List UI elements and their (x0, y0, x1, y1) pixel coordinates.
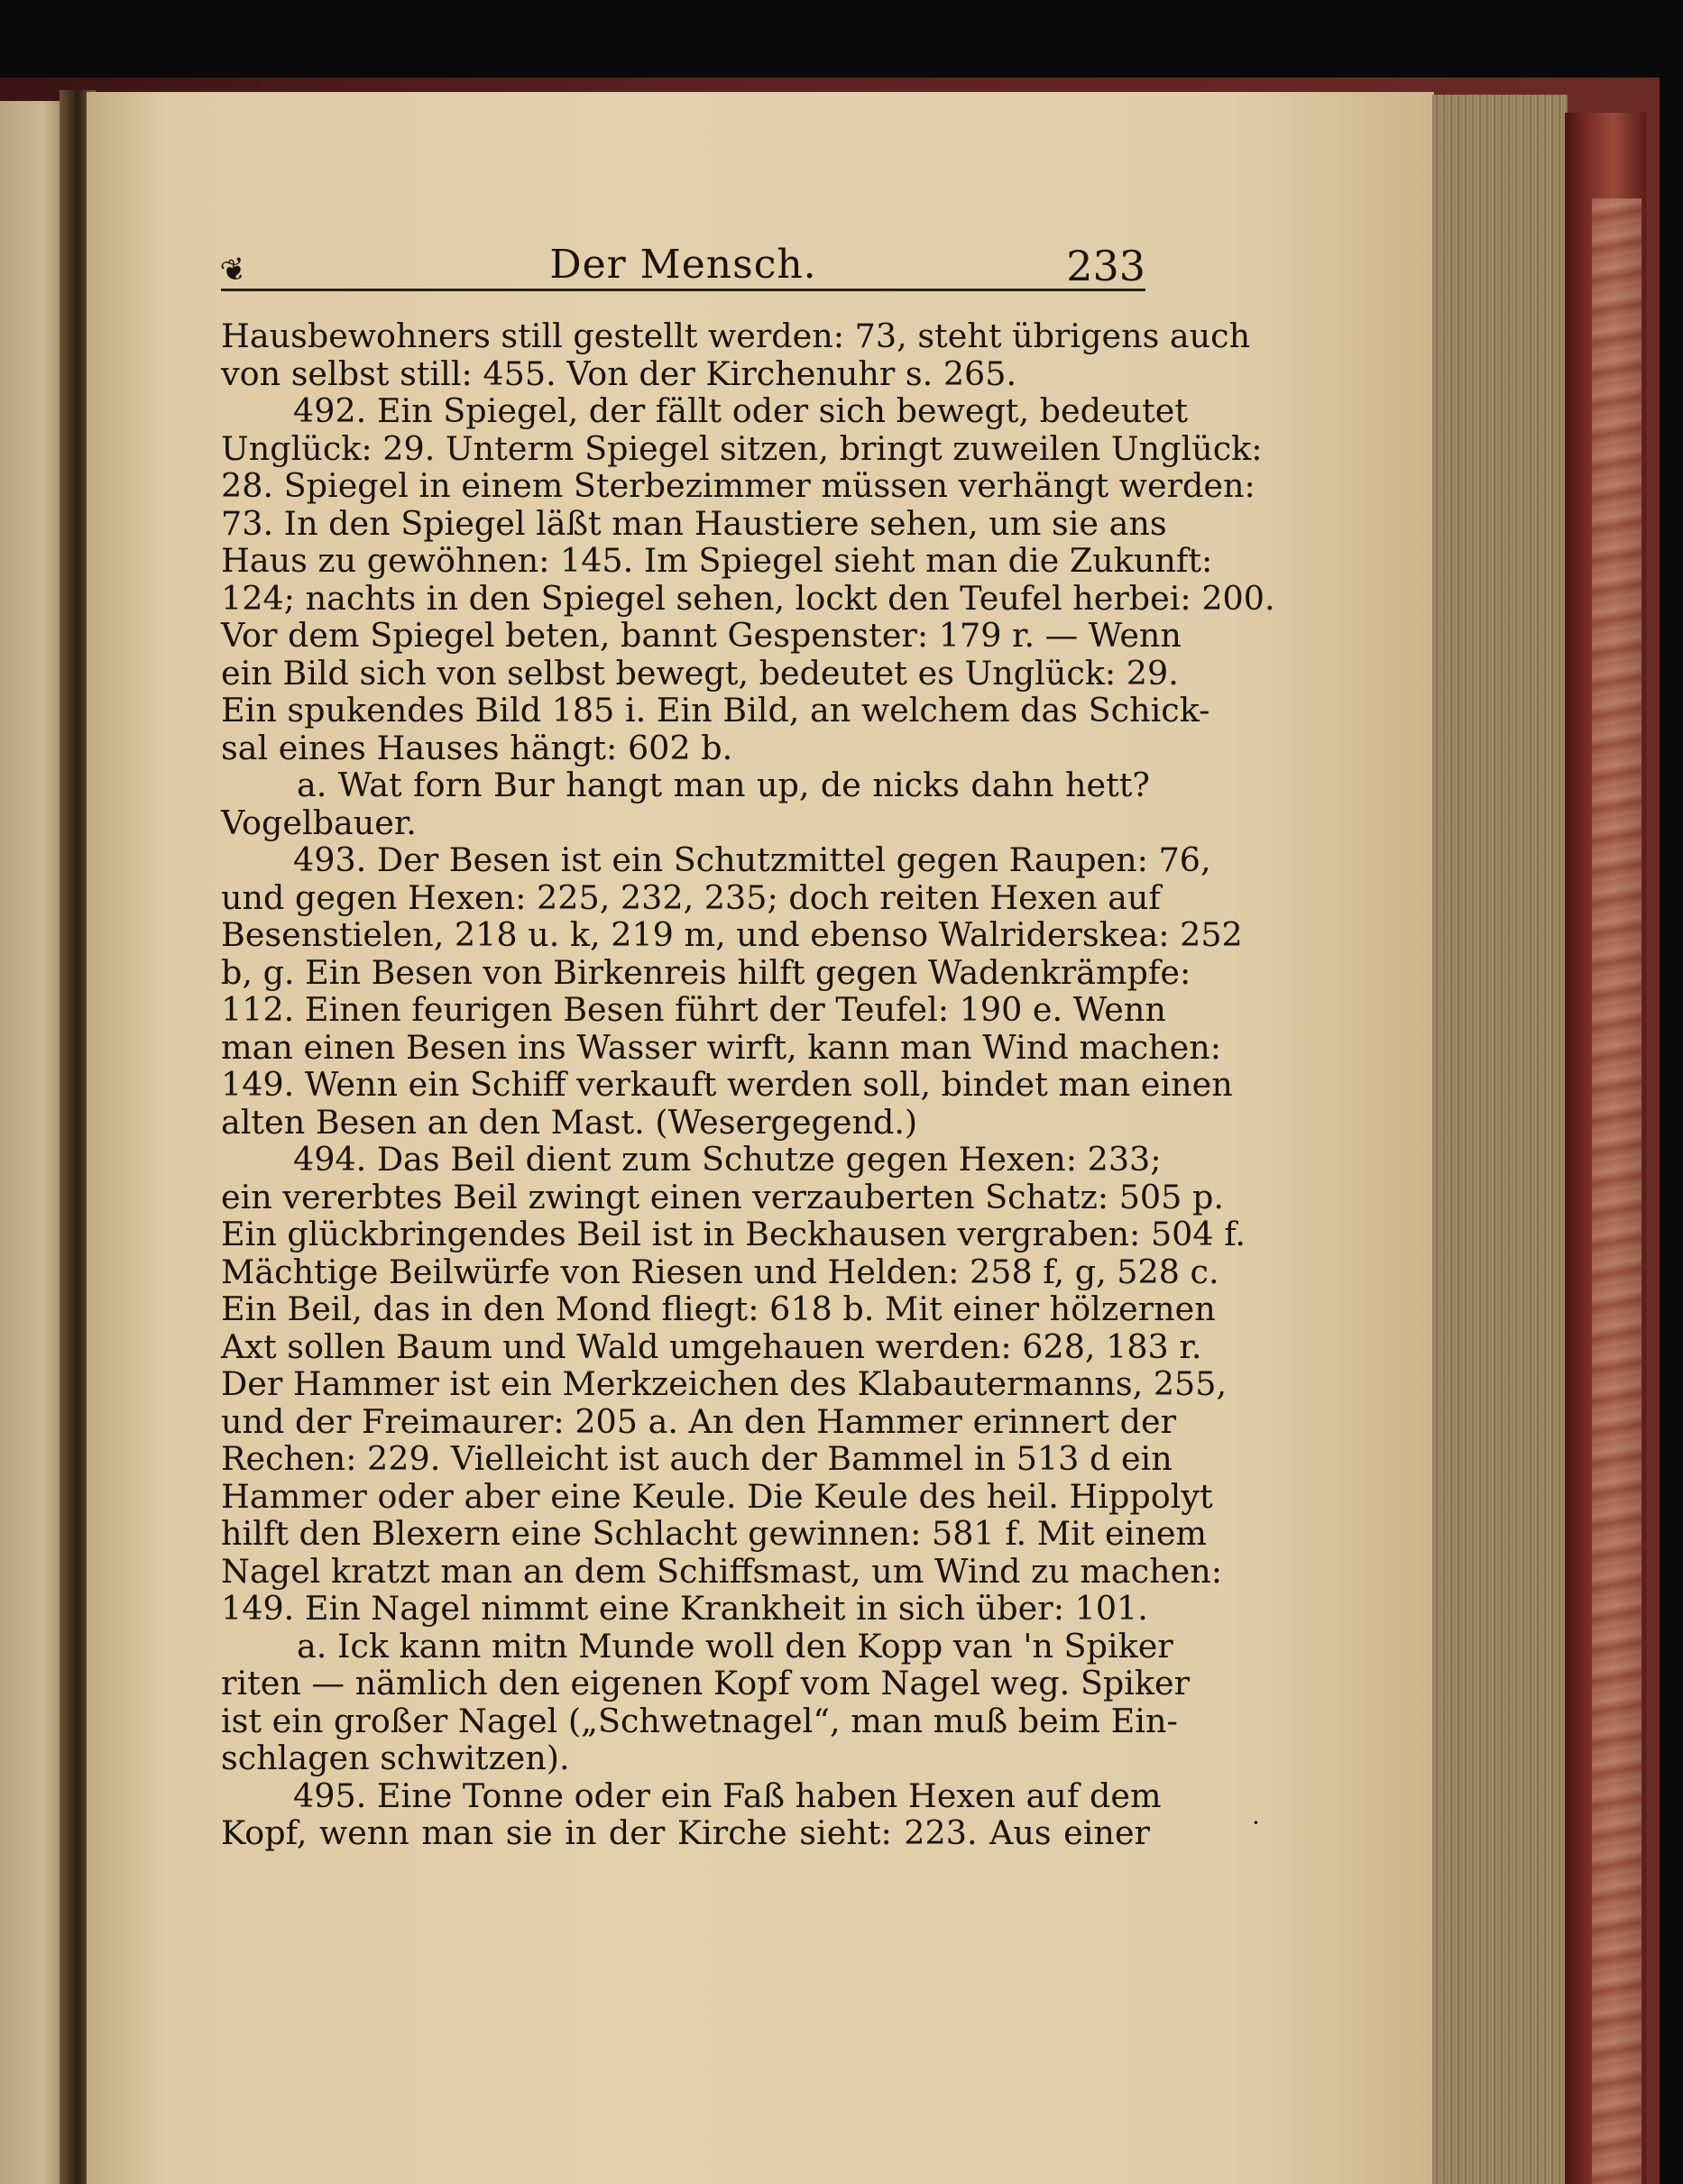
text-line: 124; nachts in den Spiegel sehen, lockt den Teufel herbei: 200. (221, 578, 1275, 618)
text-line: Hammer oder aber eine Keule. Die Keule des heil. Hippolyt (221, 1476, 1213, 1516)
text-line: Ein Beil, das in den Mond fliegt: 618 b. Mit einer hölzernen (221, 1289, 1216, 1328)
text-line: a. Ick kann mitn Munde woll den Kopp van 'n Spiker (297, 1626, 1173, 1666)
text-line: Vor dem Spiegel beten, bannt Gespenster: 179 r. — Wenn (221, 616, 1182, 655)
text-line: Hausbewohners still gestellt werden: 73, steht übrigens auch (221, 317, 1251, 355)
page-number: 233 (1066, 242, 1145, 290)
text-line: 28. Spiegel in einem Sterbezimmer müssen verhängt werden: (221, 466, 1255, 505)
text-line: und gegen Hexen: 225, 232, 235; doch reiten Hexen auf (221, 877, 1161, 917)
text-line: schlagen schwitzen). (221, 1739, 570, 1777)
margin-mark: · (1252, 1808, 1260, 1838)
header-ornament-icon: ❦ (216, 249, 252, 292)
text-line: b, g. Ein Besen von Birkenreis hilft gegen Wadenkrämpfe: (221, 952, 1191, 992)
text-line: ist ein großer Nagel („Schwetnagel“, man muß beim Ein- (221, 1701, 1178, 1740)
text-line: 73. In den Spiegel läßt man Haustiere sehen, um sie ans (221, 503, 1167, 543)
text-line: a. Wat forn Bur hangt man up, de nicks dahn hett? (297, 766, 1150, 804)
text-line: 149. Ein Nagel nimmt eine Krankheit in sich über: 101. (221, 1589, 1148, 1628)
text-line: 149. Wenn ein Schiff verkauft werden soll, bindet man einen (221, 1065, 1233, 1104)
text-line: Unglück: 29. Unterm Spiegel sitzen, bringt zuweilen Unglück: (221, 428, 1263, 468)
text-line: 493. Der Besen ist ein Schutzmittel gegen Raupen: 76, (293, 840, 1211, 879)
text-line: man einen Besen ins Wasser wirft, kann man Wind machen: (221, 1027, 1222, 1067)
text-line: 495. Eine Tonne oder ein Faß haben Hexen auf dem (293, 1776, 1162, 1815)
text-line: Mächtige Beilwürfe von Riesen und Helden: 258 f, g, 528 c. (221, 1252, 1219, 1291)
text-line: sal eines Hauses hängt: 602 b. (221, 728, 733, 767)
text-line: ein Bild sich von selbst bewegt, bedeutet es Unglück: 29. (221, 653, 1179, 693)
text-line: hilft den Blexern eine Schlacht gewinnen: 581 f. Mit einem (221, 1514, 1208, 1553)
text-line: Vogelbauer. (221, 803, 417, 842)
text-line: ein vererbtes Beil zwingt einen verzauberten Schatz: 505 p. (221, 1177, 1224, 1216)
text-line: Nagel kratzt man an dem Schiffsmast, um Wind zu machen: (221, 1551, 1223, 1591)
text-line: 112. Einen feurigen Besen führt der Teufel: 190 e. Wenn (221, 990, 1166, 1029)
text-line: Axt sollen Baum und Wald umgehauen werden: 628, 183 r. (221, 1326, 1202, 1366)
body-text (221, 317, 1275, 1852)
text-line: Besenstielen, 218 u. k, 219 m, und ebenso Walriderskea: 252 (221, 915, 1243, 954)
text-line: und der Freimaurer: 205 a. An den Hammer erinnert der (221, 1401, 1177, 1441)
marbled-endpaper (1592, 198, 1642, 2184)
text-line: Ein spukendes Bild 185 i. Ein Bild, an welchem das Schick- (221, 691, 1210, 730)
running-header (216, 242, 1145, 296)
text-line: Der Hammer ist ein Merkzeichen des Klabautermanns, 255, (221, 1364, 1228, 1403)
text-line: 494. Das Beil dient zum Schutze gegen Hexen: 233; (293, 1140, 1162, 1179)
text-line: riten — nämlich den eigenen Kopf vom Nagel weg. Spiker (221, 1664, 1191, 1702)
text-line: von selbst still: 455. Von der Kirchenuhr s. 265. (221, 353, 1017, 393)
text-line: alten Besen an den Mast. (Wesergegend.) (221, 1102, 918, 1142)
header-rule (221, 289, 1145, 291)
running-title: Der Mensch. (549, 242, 817, 288)
page-stack-edge (1432, 95, 1568, 2184)
text-line: Haus zu gewöhnen: 145. Im Spiegel sieht man die Zukunft: (221, 541, 1213, 580)
text-line: Rechen: 229. Vielleicht ist auch der Bammel in 513 d ein (221, 1439, 1173, 1478)
text-line: Ein glückbringendes Beil ist in Beckhausen vergraben: 504 f. (221, 1215, 1246, 1253)
text-line: Kopf, wenn man sie in der Kirche sieht: 223. Aus einer (221, 1813, 1150, 1852)
text-line: 492. Ein Spiegel, der fällt oder sich bewegt, bedeutet (293, 391, 1189, 430)
